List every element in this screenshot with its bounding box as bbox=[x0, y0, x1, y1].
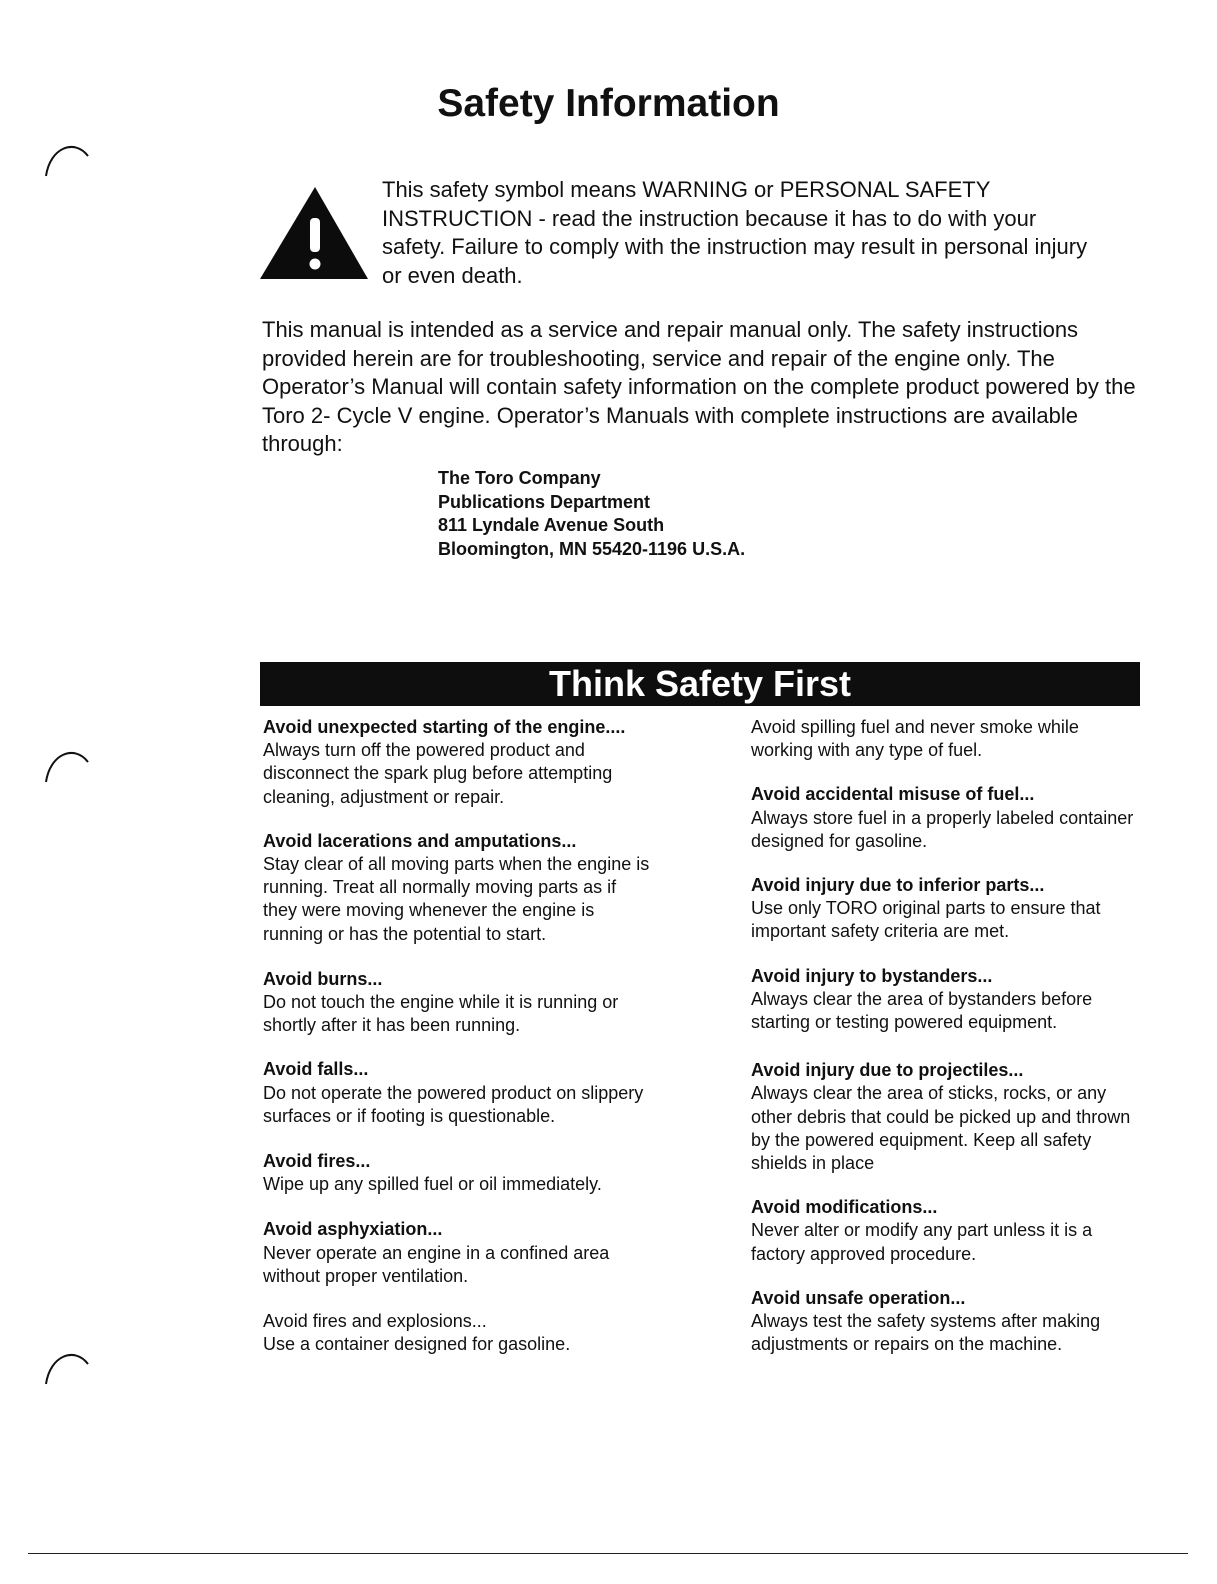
safety-item bbox=[263, 1218, 653, 1288]
safety-item-title: Avoid spilling fuel and never smoke while working with any type of fuel. bbox=[751, 717, 1079, 761]
address-line: The Toro Company bbox=[438, 468, 601, 488]
safety-item-body: Use a container designed for gasoline. bbox=[263, 1334, 571, 1355]
left-safety-column bbox=[263, 716, 653, 1380]
address-line: Publications Department bbox=[438, 491, 651, 512]
safety-item bbox=[263, 1150, 653, 1196]
safety-item-title: Avoid asphyxiation... bbox=[263, 1219, 443, 1240]
safety-item-body: Use only TORO original parts to ensure that important safety criteria are met. bbox=[751, 898, 1101, 942]
safety-item-title: Avoid injury due to inferior parts... bbox=[751, 875, 1045, 896]
safety-item-body: Stay clear of all moving parts when the engine is running. Treat all normally moving parts as if they were moving whenever the engine is running or has the potential to start. bbox=[263, 854, 650, 944]
warning-triangle-icon bbox=[258, 185, 370, 281]
safety-item-body: Always clear the area of bystanders before starting or testing powered equipment. bbox=[751, 988, 1093, 1033]
safety-item bbox=[751, 716, 1141, 762]
safety-item bbox=[751, 965, 1141, 1035]
safety-item-title: Avoid injury due to projectiles... bbox=[751, 1060, 1024, 1081]
safety-item-body: Do not touch the engine while it is running or shortly after it has been running. bbox=[263, 992, 619, 1036]
safety-item bbox=[263, 830, 653, 946]
safety-item-title: Avoid modifications... bbox=[751, 1197, 938, 1218]
safety-item-title: Avoid injury to bystanders... bbox=[751, 965, 993, 986]
page-title: Safety Information bbox=[437, 82, 780, 125]
bottom-rule bbox=[28, 1553, 1188, 1554]
safety-item-body: Never alter or modify any part unless it is a factory approved procedure. bbox=[751, 1220, 1093, 1264]
safety-item-body: Wipe up any spilled fuel or oil immediately. bbox=[263, 1174, 602, 1195]
safety-item bbox=[263, 716, 653, 809]
safety-item-body: Do not operate the powered product on slippery surfaces or if footing is questionable. bbox=[263, 1082, 644, 1126]
safety-item-title: Avoid lacerations and amputations... bbox=[263, 830, 577, 851]
safety-item-body: Always turn off the powered product and disconnect the spark plug before attempting cleaning, adjustment or repair. bbox=[263, 740, 613, 807]
safety-item-body: Always clear the area of sticks, rocks, or any other debris that could be picked up and thrown by the powered equipment. Keep all safety shields in place bbox=[751, 1083, 1131, 1174]
intro-paragraph: This manual is intended as a service and repair manual only. The safety instructions provided herein are for troubleshooting, service and repair of the engine only. The Operator’s Manual will contain safety information on the complete product powered by the Toro 2- Cycle V engine. Operator’s Manuals with complete instructions are available through: bbox=[262, 317, 1136, 456]
safety-item-title: Avoid unsafe operation... bbox=[751, 1287, 966, 1308]
safety-symbol-text: This safety symbol means WARNING or PERSONAL SAFETY INSTRUCTION - read the instruction because it has to do with your safety. Failure to comply with the instruction may result in personal injury or even death. bbox=[382, 177, 1088, 288]
safety-item bbox=[751, 1059, 1141, 1175]
right-safety-column bbox=[751, 716, 1141, 1380]
safety-item-title: Avoid accidental misuse of fuel... bbox=[751, 784, 1035, 805]
safety-item bbox=[263, 968, 653, 1038]
safety-item-title: Avoid fires and explosions... bbox=[263, 1311, 487, 1332]
safety-item-title: Avoid burns... bbox=[263, 968, 383, 989]
safety-item bbox=[751, 1287, 1141, 1357]
safety-item-title: Avoid unexpected starting of the engine.... bbox=[263, 717, 626, 737]
safety-item bbox=[751, 783, 1141, 853]
safety-item-title: Avoid falls... bbox=[263, 1059, 369, 1080]
binder-hole-mark bbox=[40, 746, 94, 786]
binder-hole-mark bbox=[40, 140, 94, 180]
address-line: 811 Lyndale Avenue South bbox=[438, 515, 665, 535]
safety-item-body: Never operate an engine in a confined area without proper ventilation. bbox=[263, 1242, 610, 1286]
safety-item-body: Always test the safety systems after making adjustments or repairs on the machine. bbox=[751, 1311, 1101, 1355]
safety-item bbox=[263, 1058, 653, 1128]
safety-item bbox=[263, 1310, 653, 1356]
address-block bbox=[438, 467, 745, 561]
binder-hole-mark bbox=[40, 1348, 94, 1388]
safety-item bbox=[751, 1196, 1141, 1266]
safety-item-title: Avoid fires... bbox=[263, 1151, 371, 1172]
safety-item bbox=[751, 874, 1141, 944]
think-safety-banner: Think Safety First bbox=[260, 662, 1140, 706]
address-line: Bloomington, MN 55420-1196 U.S.A. bbox=[438, 538, 746, 559]
safety-item-body: Always store fuel in a properly labeled container designed for gasoline. bbox=[751, 807, 1134, 851]
